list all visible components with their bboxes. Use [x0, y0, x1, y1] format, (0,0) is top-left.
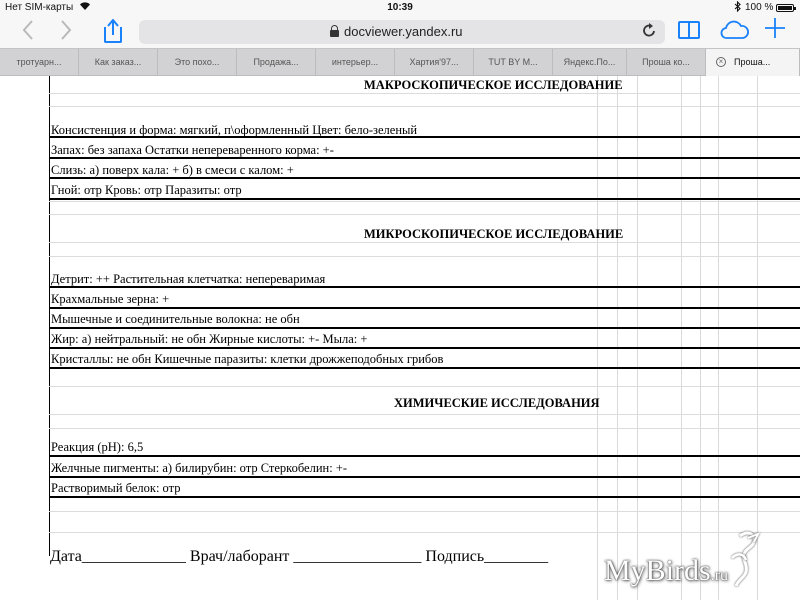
underline	[49, 367, 800, 369]
icloud-tabs-icon[interactable]	[720, 20, 750, 40]
tab-active[interactable]	[706, 49, 800, 76]
tab-4[interactable]: Продажа...	[237, 49, 316, 76]
underline	[49, 307, 800, 309]
result-line: Крахмальные зерна: +	[51, 292, 170, 306]
grid-column-line	[757, 76, 758, 600]
row-line	[49, 532, 800, 533]
result-line: Растворимый белок: отр	[51, 481, 181, 495]
new-tab-plus-icon[interactable]	[764, 17, 786, 41]
signature-line: Дата_____________ Врач/лаборант ________________ Подпись________	[50, 548, 549, 565]
result-line: Гной: отр Кровь: отр Паразиты: отр	[51, 183, 242, 197]
result-line: Запах: без запаха Остатки непереваренного корма: +-	[51, 143, 334, 157]
result-line: Кристаллы: не обн Кишечные паразиты: клетки дрожжеподобных грибов	[51, 352, 444, 366]
forward-chevron-icon[interactable]	[60, 20, 72, 44]
tab-strip	[0, 48, 800, 76]
result-line: Жир: а) нейтральный: не обн Жирные кислоты: +- Мыла: +	[51, 332, 368, 346]
clock: 10:39	[387, 2, 413, 13]
section-title-chemical: ХИМИЧЕСКИЕ ИССЛЕДОВАНИЯ	[394, 396, 600, 410]
underline	[49, 496, 800, 498]
result-line: Консистенция и форма: мягкий, п\оформленный Цвет: бело-зеленый	[51, 123, 418, 137]
tab-6[interactable]: Хартия'97...	[395, 49, 474, 76]
grid-column-line	[700, 76, 701, 600]
row-line	[49, 428, 800, 429]
result-line: Мышечные и соединительные волокна: не обн	[51, 312, 300, 326]
underline	[49, 476, 800, 478]
grid-column-line	[617, 76, 618, 600]
row-line	[49, 201, 800, 202]
address-bar[interactable]	[139, 20, 665, 44]
result-line: Детрит: ++ Растительная клетчатка: непереваримая	[51, 272, 326, 286]
tab-7[interactable]: TUT BY M...	[474, 49, 553, 76]
tab-9[interactable]: Проша ко...	[627, 49, 706, 76]
grid-column-line	[637, 76, 638, 600]
bird-logo-icon	[718, 528, 768, 588]
row-line	[49, 256, 800, 257]
row-line	[49, 106, 800, 107]
carrier-label: Нет SIM-карты	[5, 2, 74, 13]
url-text: docviewer.yandex.ru	[344, 24, 463, 39]
left-border-line	[49, 76, 50, 556]
underline	[49, 455, 800, 457]
tab-2[interactable]: Как заказ...	[79, 49, 158, 76]
share-icon[interactable]	[104, 19, 122, 45]
row-line	[49, 511, 800, 512]
watermark-logo	[604, 554, 728, 588]
watermark-brand: MyBirds	[604, 554, 711, 587]
underline	[49, 327, 800, 329]
back-chevron-icon[interactable]	[22, 20, 34, 44]
grid-column-line	[681, 76, 682, 600]
tab-active-label: Проша...	[734, 57, 771, 67]
watermark-domain: .ru	[710, 567, 729, 584]
tab-3[interactable]: Это похо...	[158, 49, 237, 76]
row-line	[49, 214, 800, 215]
underline	[49, 198, 800, 200]
section-title-macroscopic: МАКРОСКОПИЧЕСКОЕ ИССЛЕДОВАНИЕ	[364, 78, 623, 92]
grid-column-line	[718, 76, 719, 600]
row-line	[49, 242, 800, 243]
row-line	[49, 93, 800, 94]
battery-icon	[776, 4, 794, 12]
result-line: Желчные пигменты: а) билирубин: отр Стеркобелин: +-	[51, 461, 348, 475]
browser-toolbar	[0, 16, 800, 48]
row-line	[49, 386, 800, 387]
underline	[49, 347, 800, 349]
tab-close-icon[interactable]: ×	[716, 57, 726, 67]
reload-icon[interactable]	[642, 22, 656, 43]
bookmarks-icon[interactable]	[678, 21, 700, 39]
row-line	[49, 414, 800, 415]
bluetooth-icon	[734, 1, 741, 15]
result-line: Реакция (pH): 6,5	[51, 440, 144, 454]
lock-icon	[330, 25, 339, 37]
grid-column-line	[597, 76, 598, 600]
document-page[interactable]	[0, 76, 800, 600]
section-title-microscopic: МИКРОСКОПИЧЕСКОЕ ИССЛЕДОВАНИЕ	[364, 227, 624, 241]
tab-1[interactable]: тротуарн...	[0, 49, 79, 76]
status-bar	[0, 0, 800, 16]
tab-8[interactable]: Яндекс.По...	[553, 49, 627, 76]
tab-5[interactable]: интерьер...	[316, 49, 395, 76]
result-line: Слизь: а) поверх кала: + б) в смеси с калом: +	[51, 163, 294, 177]
battery-percent: 100 %	[745, 2, 774, 13]
